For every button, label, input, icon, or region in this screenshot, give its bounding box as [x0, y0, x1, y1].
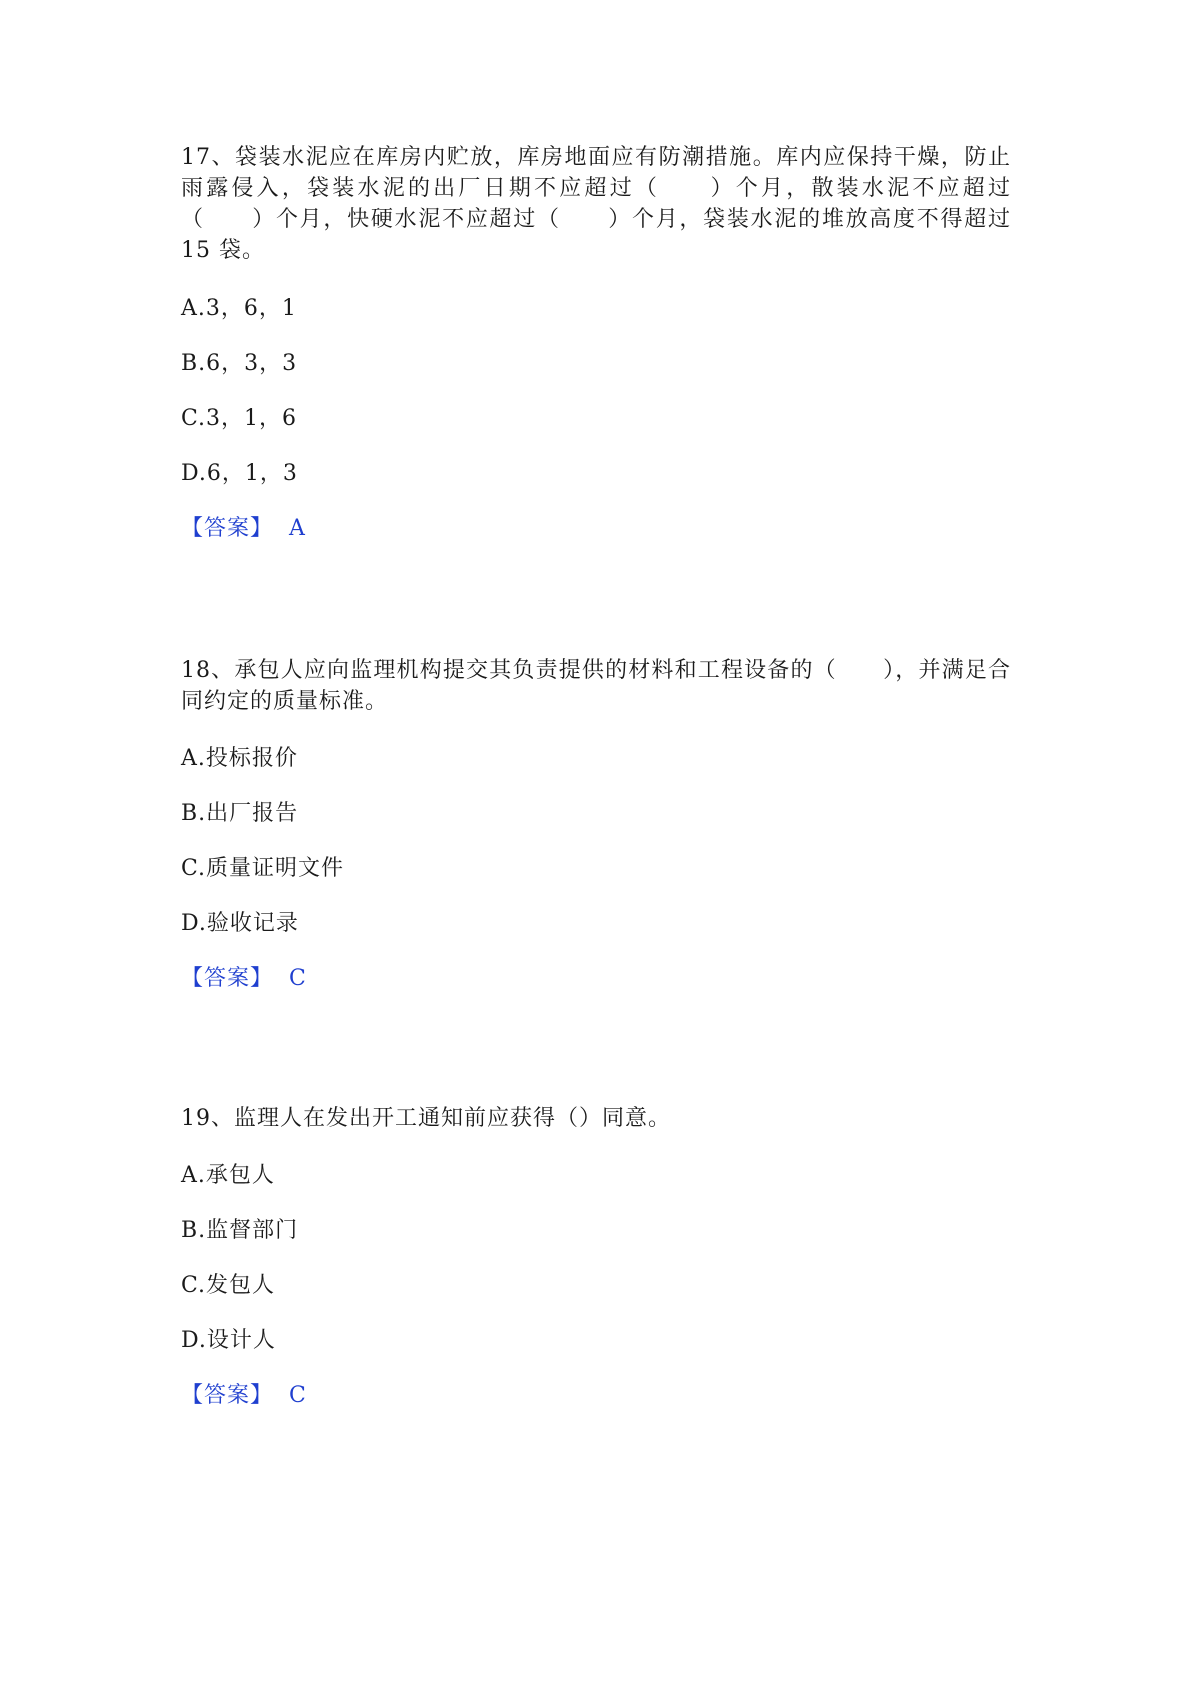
question-17 [181, 142, 1011, 542]
option-a: A.3，6，1 [181, 296, 297, 321]
question-stem: 17、袋装水泥应在库房内贮放，库房地面应有防潮措施。库内应保持干燥，防止雨露侵入，袋装水泥的出厂日期不应超过（ ）个月，散装水泥不应超过（ ）个月，快硬水泥不应超过（ ）个月，袋装水泥的堆放高度不得超过 15 袋。 [181, 145, 1011, 263]
option-c: C.3，1，6 [181, 406, 298, 431]
answer-value: C [289, 1383, 307, 1408]
option-b: B.出厂报告 [181, 801, 299, 826]
answer-line [181, 966, 1011, 992]
option-d: D.验收记录 [181, 911, 299, 936]
option-a: A.投标报价 [181, 746, 298, 771]
option-b: B.监督部门 [181, 1218, 299, 1243]
option-d: D.6，1，3 [181, 461, 298, 486]
answer-label: 【答案】 [181, 1383, 274, 1408]
option-list [181, 746, 1011, 937]
answer-label: 【答案】 [181, 966, 274, 991]
option-list [181, 1163, 1011, 1354]
question-stem: 18、承包人应向监理机构提交其负责提供的材料和工程设备的（ ），并满足合同约定的质量标准。 [181, 658, 1011, 714]
option-list [181, 296, 1011, 487]
answer-label: 【答案】 [181, 516, 274, 541]
option-d: D.设计人 [181, 1328, 276, 1353]
question-19 [181, 1103, 1011, 1409]
option-c: C.发包人 [181, 1273, 276, 1298]
answer-line [181, 1383, 1011, 1409]
question-stem: 19、监理人在发出开工通知前应获得（）同意。 [181, 1106, 671, 1131]
answer-value: C [289, 966, 307, 991]
question-18 [181, 655, 1011, 992]
answer-value: A [289, 516, 306, 541]
option-b: B.6，3，3 [181, 351, 298, 376]
option-c: C.质量证明文件 [181, 856, 345, 881]
option-a: A.承包人 [181, 1163, 275, 1188]
answer-line [181, 516, 1011, 542]
